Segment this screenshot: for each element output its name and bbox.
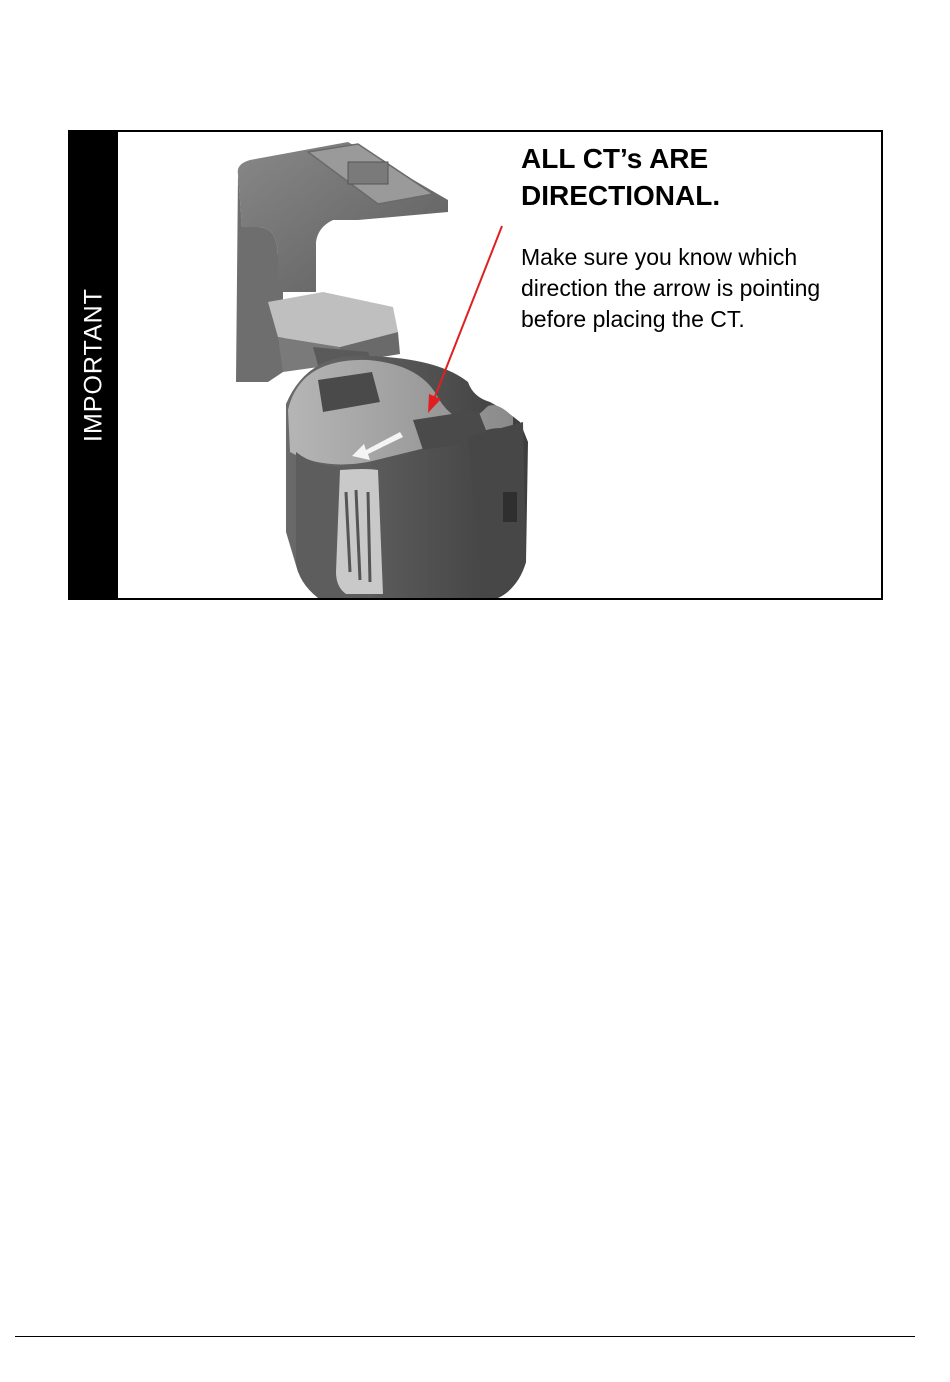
- important-side-tab: [70, 132, 118, 598]
- ct-photo: [118, 132, 558, 598]
- important-notice-box: [68, 130, 883, 600]
- ct-lid: [236, 142, 448, 384]
- footer-divider: [15, 1336, 915, 1337]
- notice-heading: ALL CT’s ARE DIRECTIONAL.: [521, 143, 721, 211]
- ct-base: [286, 356, 528, 598]
- notice-body: Make sure you know which direction the arrow is pointing before placing the CT.: [521, 244, 821, 332]
- important-label: IMPORTANT: [79, 288, 108, 442]
